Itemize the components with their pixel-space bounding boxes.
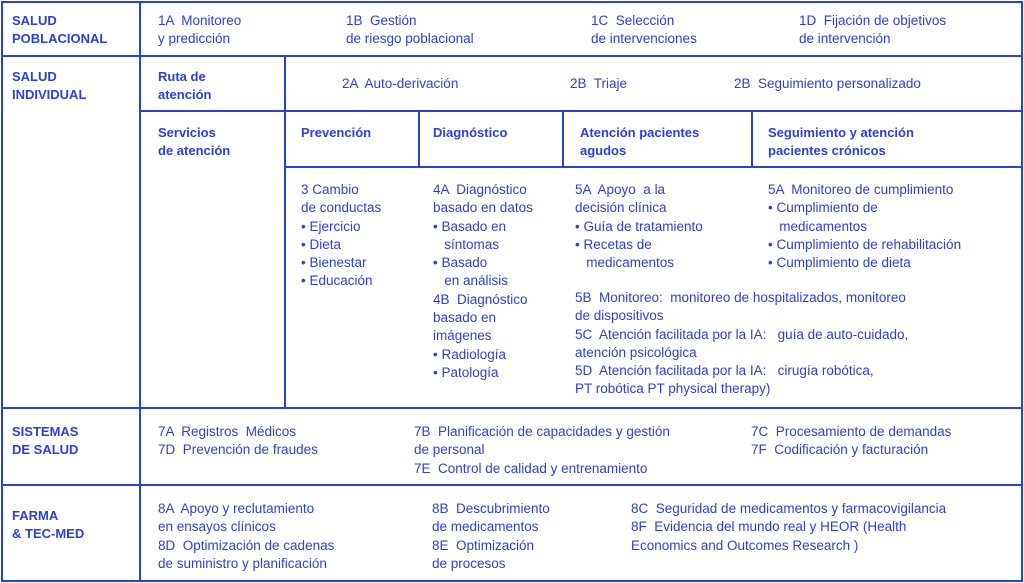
divider-line [751, 110, 753, 167]
divider-line [139, 1, 141, 582]
divider-line [562, 110, 564, 167]
item-1a: 1A Monitoreo y predicción [158, 13, 242, 47]
divider-line [418, 110, 420, 167]
item-7c-7f: 7C Procesamiento de demandas 7F Codificación y facturación [751, 424, 952, 458]
divider-line [285, 166, 1023, 168]
col-body-diagnostico: 4A Diagnóstico basado en datos • Basado en síntomas • Basado en análisis 4B Diagnóstico basado en imágenes • Radiología • Patología [433, 182, 533, 380]
item-8a-8d: 8A Apoyo y reclutamiento en ensayos clínicos 8D Optimización de cadenas de suministro y planificación [158, 501, 335, 571]
item-2a: 2A Auto-derivación [342, 76, 459, 91]
item-2b-seguimiento: 2B Seguimiento personalizado [734, 76, 921, 91]
item-1d: 1D Fijación de objetivos de intervención [799, 13, 947, 47]
divider-line [140, 110, 1023, 112]
item-1c: 1C Selección de intervenciones [591, 13, 697, 47]
header-farma-tec-med: FARMA & TEC-MED [12, 508, 85, 542]
divider-line [284, 55, 286, 408]
item-2b-triaje: 2B Triaje [570, 76, 628, 91]
col-body-agudos: 5A Apoyo a la decisión clínica • Guía de tratamiento • Recetas de medicamentos [575, 182, 703, 271]
col-body-prevencion: 3 Cambio de conductas • Ejercicio • Dieta • Bienestar • Educación [301, 182, 382, 289]
item-7a-7d: 7A Registros Médicos 7D Prevención de fraudes [158, 424, 318, 458]
col-title-cronicos: Seguimiento y atención pacientes crónicos [768, 125, 914, 159]
agudos-extra-items: 5B Monitoreo: monitoreo de hospitalizados, monitoreo de dispositivos 5C Atención facilitada por la IA: guía de auto-cuidado, atención psicológica 5D Atención facilitada por la IA: cirugía robótica, PT robótica PT physical therapy) [575, 290, 909, 397]
servicios-de-atencion-label: Servicios de atención [158, 125, 231, 159]
divider-line [1, 407, 1023, 409]
header-sistemas-de-salud: SISTEMAS DE SALUD [12, 424, 79, 458]
col-title-agudos: Atención pacientes agudos [580, 125, 700, 159]
item-7b-7e: 7B Planificación de capacidades y gestión de personal 7E Control de calidad y entrenamiento [414, 424, 670, 476]
col-body-cronicos: 5A Monitoreo de cumplimiento • Cumplimiento de medicamentos • Cumplimiento de rehabilitación • Cumplimiento de dieta [768, 182, 962, 271]
col-title-diagnostico: Diagnóstico [433, 125, 508, 140]
divider-line [1, 55, 1023, 57]
item-1b: 1B Gestión de riesgo poblacional [346, 13, 474, 47]
divider-line [1, 484, 1023, 486]
item-8b-8e: 8B Descubrimiento de medicamentos 8E Optimización de procesos [432, 501, 550, 571]
item-8c-8f: 8C Seguridad de medicamentos y farmacovigilancia 8F Evidencia del mundo real y HEOR (Health Economics and Outcomes Research ) [631, 501, 947, 553]
col-title-prevencion: Prevención [301, 125, 372, 140]
header-salud-individual: SALUD INDIVIDUAL [12, 69, 87, 103]
ruta-de-atencion-label: Ruta de atención [158, 69, 212, 103]
header-salud-poblacional: SALUD POBLACIONAL [12, 13, 108, 47]
